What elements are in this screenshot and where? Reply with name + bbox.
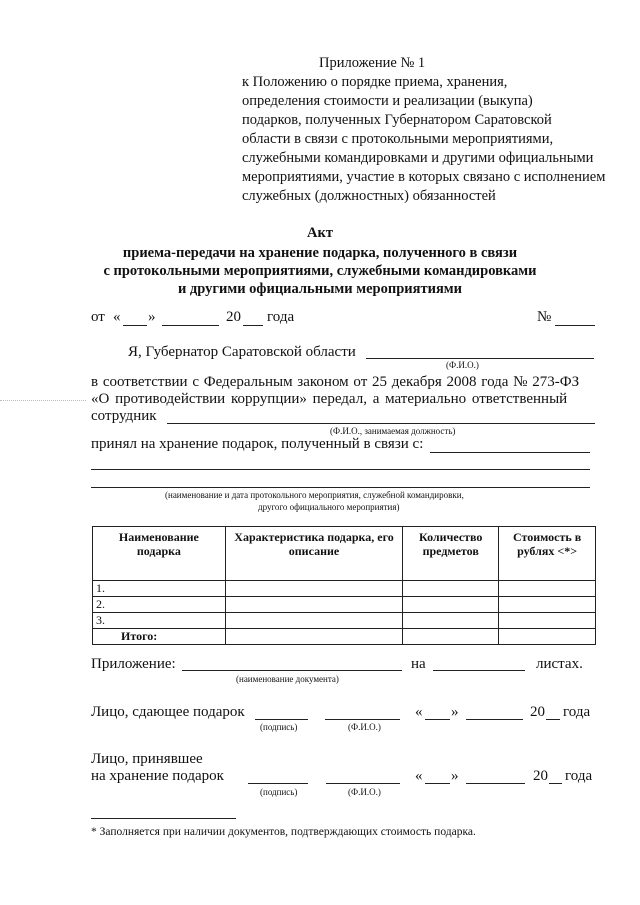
receiver-fio-field[interactable] — [326, 783, 400, 784]
event-field-line[interactable] — [91, 487, 590, 488]
appendix-title: Приложение № 1 — [319, 55, 426, 71]
year-prefix: 20 — [533, 768, 548, 784]
year-label: года — [267, 309, 295, 325]
event-hint: (наименование и дата протокольного мероприятия, служебной командировки, — [165, 490, 464, 500]
table-cell[interactable] — [225, 581, 403, 597]
footnote: * Заполняется при наличии документов, подтверждающих стоимость подарка. — [91, 826, 476, 838]
event-field-line[interactable] — [91, 469, 590, 470]
table-cell[interactable] — [403, 597, 499, 613]
attachment-sheets: листах. — [536, 656, 583, 672]
act-number-field[interactable] — [555, 325, 595, 326]
column-header: Наименование подарка — [93, 527, 226, 581]
quote-close: » — [451, 704, 459, 720]
attachment-sheets-field[interactable] — [433, 670, 525, 671]
appendix-line: к Положению о порядке приема, хранения, — [242, 74, 508, 90]
employee-hint: (Ф.И.О., занимаемая должность) — [330, 426, 456, 436]
table-header-row — [93, 527, 596, 581]
employee-label: сотрудник — [91, 408, 157, 424]
table-cell[interactable] — [225, 597, 403, 613]
receiver-fio-hint: (Ф.И.О.) — [348, 787, 381, 797]
quote-close: » — [148, 309, 156, 325]
receiver-sign-hint: (подпись) — [260, 787, 298, 797]
year-prefix: 20 — [226, 309, 241, 325]
governor-fio-hint: (Ф.И.О.) — [446, 360, 479, 370]
quote-close: » — [451, 768, 459, 784]
table-cell[interactable] — [403, 581, 499, 597]
day-field[interactable] — [123, 325, 147, 326]
employee-field[interactable] — [167, 423, 595, 424]
table-cell[interactable] — [499, 581, 596, 597]
number-sign: № — [537, 309, 552, 325]
attachment-on: на — [411, 656, 426, 672]
appendix-line: области в связи с протокольными мероприятиями, — [242, 131, 554, 147]
from-label: от — [91, 309, 105, 325]
receiver-label: на хранение подарок — [91, 768, 224, 784]
table-row — [93, 613, 596, 629]
left-edge-mark — [0, 400, 86, 401]
giver-year-field[interactable] — [546, 719, 560, 720]
year-field[interactable] — [243, 325, 263, 326]
event-hint: другого официального мероприятия) — [258, 502, 400, 512]
appendix-line: служебными командировками и другими официальными — [242, 150, 594, 166]
table-cell[interactable] — [225, 613, 403, 629]
governor-text: Я, Губернатор Саратовской области — [128, 344, 356, 360]
giver-day-field[interactable] — [425, 719, 450, 720]
year-prefix: 20 — [530, 704, 545, 720]
giver-fio-hint: (Ф.И.О.) — [348, 722, 381, 732]
column-header: Стоимость в рублях <*> — [499, 527, 596, 581]
appendix-header — [242, 54, 605, 206]
receiver-label: Лицо, принявшее — [91, 751, 203, 767]
law-line: «О противодействии коррупции» передал, а материально ответственный — [91, 391, 568, 407]
giver-fio-field[interactable] — [325, 719, 400, 720]
attachment-doc-field[interactable] — [182, 670, 402, 671]
receiver-month-field[interactable] — [466, 783, 525, 784]
row-number[interactable]: 2. — [93, 597, 226, 613]
table-cell[interactable] — [499, 613, 596, 629]
receiver-signature-field[interactable] — [248, 783, 308, 784]
attachment-label: Приложение: — [91, 656, 176, 672]
month-field[interactable] — [162, 325, 219, 326]
table-cell[interactable] — [499, 597, 596, 613]
act-title: Акт — [307, 225, 333, 241]
appendix-line: мероприятиями, участие в которых связано с исполнением — [242, 169, 606, 185]
quote-open: « — [415, 704, 423, 720]
receiver-year-field[interactable] — [549, 783, 562, 784]
table-row — [93, 597, 596, 613]
quote-open: « — [113, 309, 121, 325]
table-cell[interactable] — [403, 613, 499, 629]
column-header: Характеристика подарка, его описание — [225, 527, 403, 581]
quote-open: « — [415, 768, 423, 784]
act-subtitle-line: и другими официальными мероприятиями — [177, 281, 463, 297]
giver-signature-field[interactable] — [255, 719, 308, 720]
total-label: Итого: — [93, 629, 226, 645]
table-cell[interactable] — [403, 629, 499, 645]
giver-sign-hint: (подпись) — [260, 722, 298, 732]
giver-month-field[interactable] — [466, 719, 523, 720]
act-subtitle-line: с протокольными мероприятиями, служебными командировками — [103, 263, 537, 279]
footnote-separator — [91, 818, 236, 819]
law-line: в соответствии с Федеральным законом от 25 декабря 2008 года № 273-ФЗ — [91, 374, 580, 390]
row-number[interactable]: 3. — [93, 613, 226, 629]
act-subtitle-line: приема-передачи на хранение подарка, полученного в связи — [122, 245, 518, 261]
event-field[interactable] — [430, 452, 590, 453]
table-total-row — [93, 629, 596, 645]
appendix-line: служебных (должностных) обязанностей — [242, 188, 496, 204]
table-row — [93, 581, 596, 597]
accepted-text: принял на хранение подарок, полученный в связи с: — [91, 436, 424, 452]
table-cell[interactable] — [499, 629, 596, 645]
column-header: Количество предметов — [403, 527, 499, 581]
receiver-day-field[interactable] — [425, 783, 450, 784]
table-cell[interactable] — [225, 629, 403, 645]
appendix-line: определения стоимости и реализации (выкупа) — [242, 93, 533, 109]
gift-table — [92, 526, 596, 645]
giver-label: Лицо, сдающее подарок — [91, 704, 245, 720]
governor-fio-field[interactable] — [366, 358, 594, 359]
year-label: года — [563, 704, 591, 720]
appendix-line: подарков, полученных Губернатором Саратовской — [242, 112, 552, 128]
row-number[interactable]: 1. — [93, 581, 226, 597]
year-label: года — [565, 768, 593, 784]
attachment-doc-hint: (наименование документа) — [236, 674, 339, 684]
